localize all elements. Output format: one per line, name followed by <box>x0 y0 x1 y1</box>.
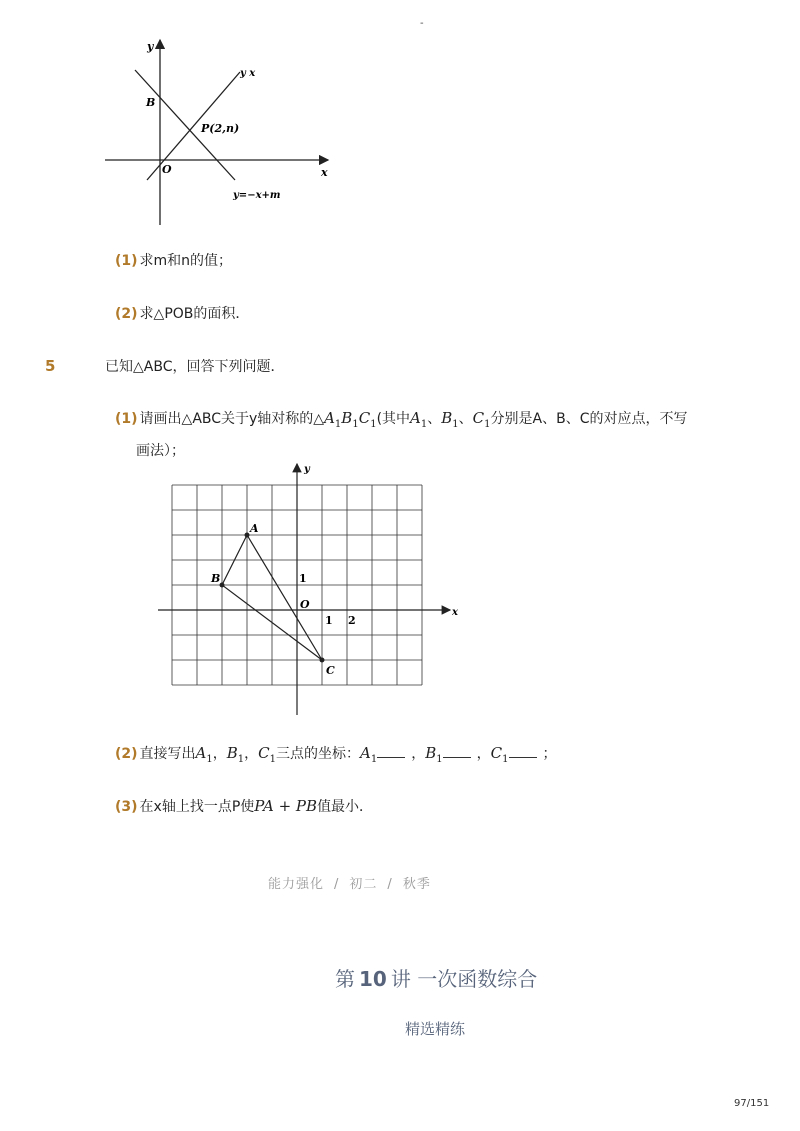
q4-part2 <box>115 303 249 325</box>
math-b1: $B_1$ <box>226 744 245 765</box>
point-b-label: B <box>146 96 156 109</box>
math-a1: $A_1$ <box>410 409 428 430</box>
p5-part2: (2) 直接写出$A_1$，$B_1$，$C_1$三点的坐标：$A_1$ ，$B_1$ ，$C_1$ ； <box>115 744 557 765</box>
lecture-title <box>335 963 537 992</box>
math-a1: $A_1$ <box>195 744 213 765</box>
p5-part1-text-b: (其中 <box>376 411 411 427</box>
q4-part2-text: 求△POB的面积． <box>139 306 250 322</box>
q4-part1-number: (1) <box>115 253 138 269</box>
p5-part1-text-e: 画法）； <box>136 443 185 459</box>
p5-part3-text-a: 在x轴上找一点P使 <box>139 799 255 815</box>
graph2-origin-label: O <box>300 598 310 611</box>
header-mark: - <box>420 18 424 29</box>
p5-part2-text-b: 三点的坐标： <box>276 746 361 762</box>
linear-functions-graph <box>95 30 345 235</box>
p5-part2-text-a: 直接写出 <box>139 746 196 762</box>
tag-capability: 能力强化 <box>268 877 325 892</box>
vertex-c-dot <box>320 658 325 663</box>
sep-1: 、 <box>427 411 442 427</box>
graph2-y-label: y <box>304 464 310 475</box>
answer-c1-label: $C_1$ <box>490 744 509 765</box>
footer-category-tag <box>268 873 431 892</box>
line1-label: y x <box>240 68 256 79</box>
vertex-a-label: A <box>250 522 259 535</box>
problem-5-stem: 已知△ABC，回答下列问题． <box>105 359 285 375</box>
tick-x-2: 2 <box>348 614 356 627</box>
point-p-label: P(2,n) <box>201 122 240 135</box>
q4-part2-number: (2) <box>115 306 138 322</box>
tag-separator: / <box>334 877 340 892</box>
triangle-grid-graph <box>150 458 460 720</box>
sep-2: 、 <box>458 411 473 427</box>
p5-part3-number: (3) <box>115 799 138 815</box>
vertex-c-label: C <box>326 664 335 677</box>
math-b1: $B_1$ <box>441 409 459 430</box>
graph2-x-label: x <box>452 607 458 618</box>
problem-5-number: 5 <box>45 357 56 375</box>
graph1-x-label: x <box>321 166 328 179</box>
answer-a1-label: $A_1$ <box>360 744 378 765</box>
tag-separator: / <box>387 877 393 892</box>
vertex-b-label: B <box>211 572 221 585</box>
answer-a1-blank[interactable] <box>377 747 405 758</box>
section-subtitle: 精选精练 <box>405 1020 466 1038</box>
lecture-suffix: 讲 一次函数综合 <box>390 967 538 991</box>
answer-c1-blank[interactable] <box>509 747 537 758</box>
graph1-origin-label: O <box>162 163 172 176</box>
vertex-a-dot <box>245 533 250 538</box>
q4-part1 <box>115 250 232 272</box>
q4-part1-text: 求m和n的值； <box>139 253 233 269</box>
p5-part3 <box>115 795 373 818</box>
math-pa-plus-pb: PA + PB <box>254 797 318 815</box>
answer-b1-blank[interactable] <box>443 747 471 758</box>
p5-part1-text-a: 请画出△ABC关于y轴对称的△ <box>139 411 325 427</box>
page-number: 97/151 <box>734 1098 770 1109</box>
math-c1: $C_1$ <box>472 409 491 430</box>
answer-b1-label: $B_1$ <box>425 744 443 765</box>
line2-label: y=−x+m <box>233 190 281 201</box>
tick-x-1: 1 <box>325 614 333 627</box>
p5-part1-text-d: 分别是A、B、C的对应点，不写 <box>490 411 688 427</box>
tick-y-1: 1 <box>299 572 307 585</box>
triangle-a1b1c1: $A_1B_1C_1$ <box>324 409 377 430</box>
p5-part3-text-b: 值最小． <box>317 799 374 815</box>
p5-part2-number: (2) <box>115 746 138 762</box>
tag-grade: 初二 <box>349 877 378 892</box>
p5-part1 <box>115 407 735 436</box>
math-c1: $C_1$ <box>258 744 277 765</box>
tag-season: 秋季 <box>402 877 431 892</box>
lecture-prefix: 第 <box>335 967 355 991</box>
p5-part1-number: (1) <box>115 411 138 427</box>
lecture-number: 10 <box>359 967 387 991</box>
graph1-y-label: y <box>147 40 154 53</box>
